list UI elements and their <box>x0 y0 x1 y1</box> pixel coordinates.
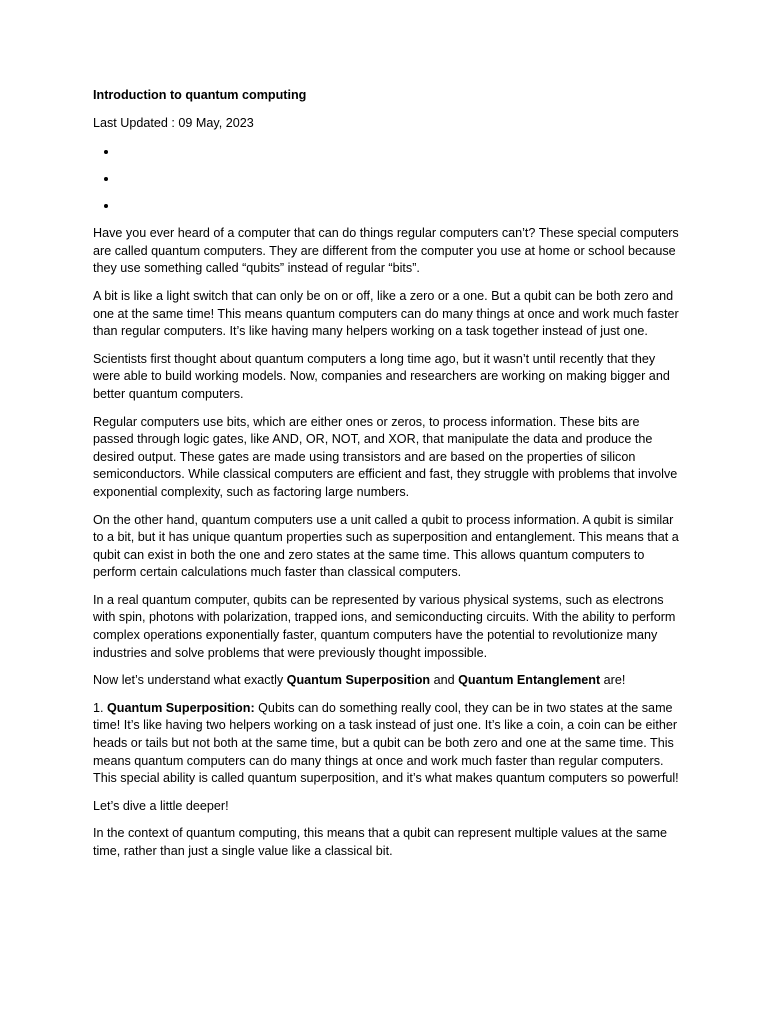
paragraph-history: Scientists first thought about quantum computers a long time ago, but it wasn’t until recently that they were able to build working models. Now, companies and researchers are working on making bigger and better quantum computers. <box>93 351 670 401</box>
term-quantum-entanglement: Quantum Entanglement <box>458 673 601 688</box>
paragraph-classical-computers: Regular computers use bits, which are either ones or zeros, to process information. These bits are passed through logic gates, like AND, OR, NOT, and XOR, that manipulate the data and produce the desired output. These gates are made using transistors and are based on the properties of silicon semiconductors. While classical computers are efficient and fast, they struggle with problems that involve exponential complexity, such as factoring large numbers. <box>93 414 678 499</box>
paragraph-concepts-intro <box>93 672 683 690</box>
concepts-intro-text: Now let’s understand what exactly <box>93 673 287 688</box>
bullet-item <box>118 165 683 192</box>
paragraph-superposition <box>93 700 683 788</box>
paragraph-intro: Have you ever heard of a computer that can do things regular computers can’t? These special computers are called quantum computers. They are different from the computer you use at home or school because they use something called “qubits” instead of regular “bits”. <box>93 226 679 276</box>
share-bullet-list <box>93 138 683 219</box>
superposition-heading: Quantum Superposition: <box>107 700 255 715</box>
term-quantum-superposition: Quantum Superposition <box>286 673 431 688</box>
paragraph-qubit-properties: On the other hand, quantum computers use a unit called a qubit to process information. A qubit is similar to a bit, but it has unique quantum properties such as superposition and entanglement. This means that a qubit can exist in both the one and zero states at the same time. This allows quantum computers to perform certain calculations much faster than classical computers. <box>93 512 679 580</box>
paragraph-qubit-values: In the context of quantum computing, this means that a qubit can represent multiple values at the same time, rather than just a single value like a classical bit. <box>93 826 668 858</box>
concepts-intro-end: are! <box>600 673 626 688</box>
paragraph-physical-qubits: In a real quantum computer, qubits can be represented by various physical systems, such as electrons with spin, photons with polarization, trapped ions, and semiconducting circuits. With the ability to perform complex operations exponentially faster, quantum computers have the potential to revolutionize many industries and solve problems that were previously thought impossible. <box>93 592 676 660</box>
paragraph-dive-deeper: Let’s dive a little deeper! <box>93 798 229 813</box>
document-body <box>93 87 683 871</box>
page-title: Introduction to quantum computing <box>93 88 307 102</box>
bullet-item <box>118 192 683 219</box>
superposition-text: Qubits can do something really cool, they can be in two states at the same time! It’s like having two helpers working on a task instead of just one. It’s like a coin, a coin can be either heads or tails but not both at the same time, but a qubit can be both zero and one at the same time. This means quantum computers can do many things at once and work much faster than regular computers. This special ability is called quantum superposition, and it’s what makes quantum computers so powerful! <box>93 700 679 786</box>
concepts-intro-joiner: and <box>430 673 459 688</box>
list-number: 1. <box>93 700 108 715</box>
paragraph-bit-vs-qubit: A bit is like a light switch that can only be on or off, like a zero or a one. But a qubit can be both zero and one at the same time! This means quantum computers can do many things at once and work much faster than regular computers. It’s like having many helpers working on a task together instead of just one. <box>93 288 679 339</box>
last-updated: Last Updated : 09 May, 2023 <box>93 115 254 130</box>
bullet-item <box>118 138 683 165</box>
